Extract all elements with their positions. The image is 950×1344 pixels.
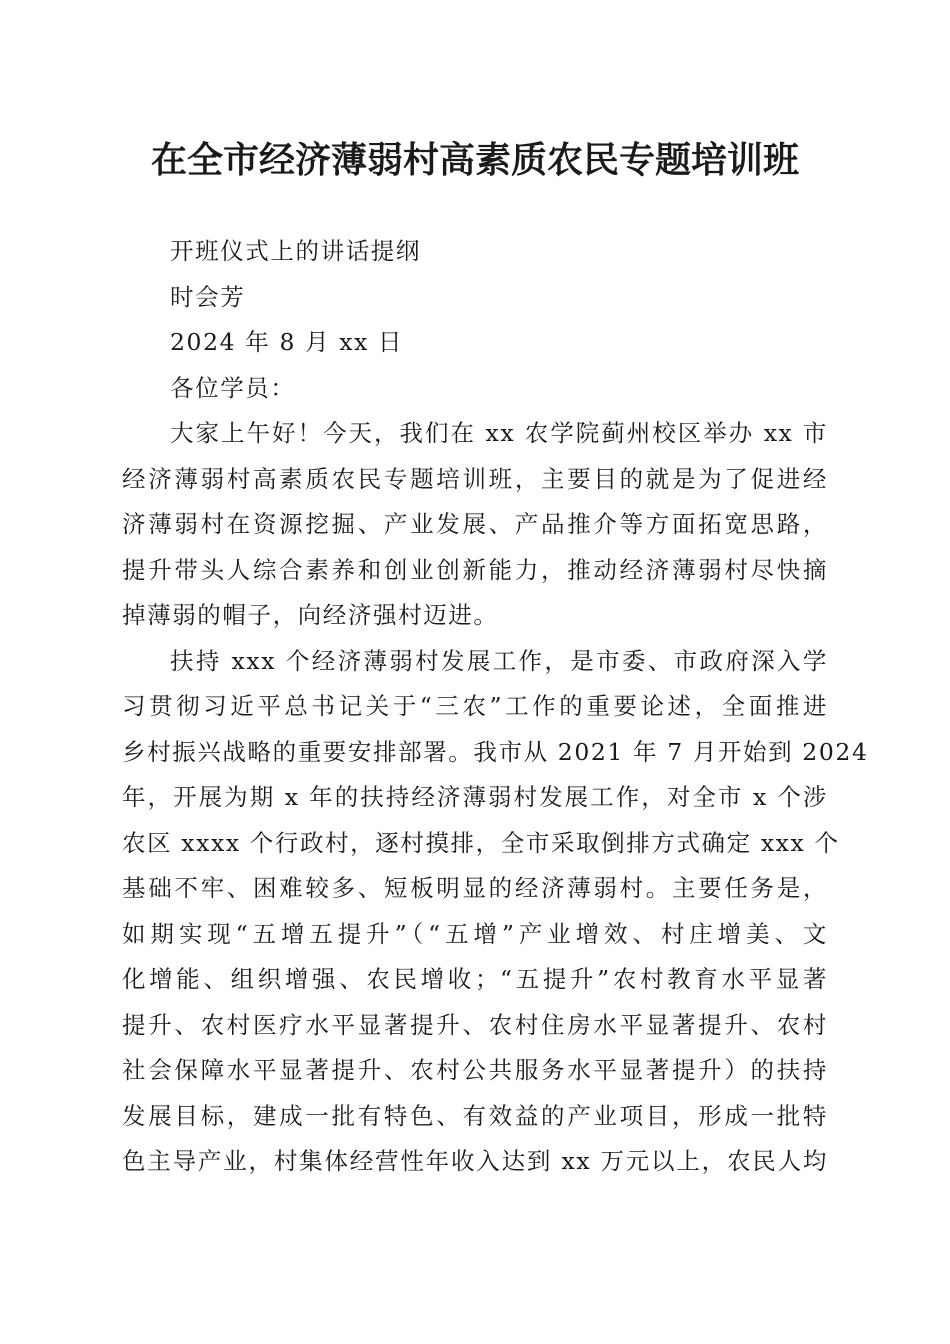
paragraph-line: 如期实现“五增五提升”（“五增”产业增效、村庄增美、文 bbox=[122, 919, 828, 948]
paragraph-line: 年，开展为期 x 年的扶持经济薄弱村发展工作，对全市 x 个涉 bbox=[122, 783, 828, 811]
paragraph-line: 色主导产业，村集体经营性年收入达到 xx 万元以上，农民人均 bbox=[122, 1147, 828, 1175]
paragraph-line: 习贯彻习近平总书记关于“三农”工作的重要论述，全面推进 bbox=[122, 692, 828, 720]
paragraph-line: 化增能、组织增强、农民增收；“五提升”农村教育水平显著 bbox=[122, 965, 828, 993]
document-body bbox=[122, 229, 869, 1185]
paragraph-2 bbox=[122, 639, 869, 1185]
subtitle-line: 开班仪式上的讲话提纲 bbox=[170, 237, 421, 265]
paragraph-1 bbox=[122, 411, 828, 639]
salutation-line: 各位学员： bbox=[170, 373, 296, 402]
author-line: 时会芳 bbox=[170, 282, 246, 311]
paragraph-line: 大家上午好！今天，我们在 xx 农学院蓟州校区举办 xx 市 bbox=[170, 419, 828, 447]
date-line: 2024 年 8 月 xx 日 bbox=[170, 328, 404, 356]
paragraph-line: 基础不牢、困难较多、短板明显的经济薄弱村。主要任务是， bbox=[122, 874, 828, 902]
paragraph-line: 扶持 xxx 个经济薄弱村发展工作，是市委、市政府深入学 bbox=[170, 646, 828, 675]
paragraph-line: 经济薄弱村高素质农民专题培训班，主要目的就是为了促进经 bbox=[122, 464, 828, 493]
paragraph-line: 社会保障水平显著提升、农村公共服务水平显著提升）的扶持 bbox=[122, 1056, 828, 1084]
paragraph-line: 乡村振兴战略的重要安排部署。我市从 2021 年 7 月开始到 2024 bbox=[122, 737, 869, 766]
paragraph-line: 掉薄弱的帽子，向经济强村迈进。 bbox=[122, 601, 499, 629]
paragraph-line: 提升带头人综合素养和创业创新能力，推动经济薄弱村尽快摘 bbox=[122, 555, 828, 584]
paragraph-line: 提升、农村医疗水平显著提升、农村住房水平显著提升、农村 bbox=[122, 1010, 828, 1039]
document-title: 在全市经济薄弱村高素质农民专题培训班 bbox=[150, 139, 799, 181]
paragraph-line: 发展目标，建成一批有特色、有效益的产业项目，形成一批特 bbox=[122, 1101, 828, 1130]
paragraph-line: 济薄弱村在资源挖掘、产业发展、产品推介等方面拓宽思路， bbox=[122, 510, 828, 538]
paragraph-line: 农区 xxxx 个行政村，逐村摸排，全市采取倒排方式确定 xxx 个 bbox=[122, 828, 840, 857]
